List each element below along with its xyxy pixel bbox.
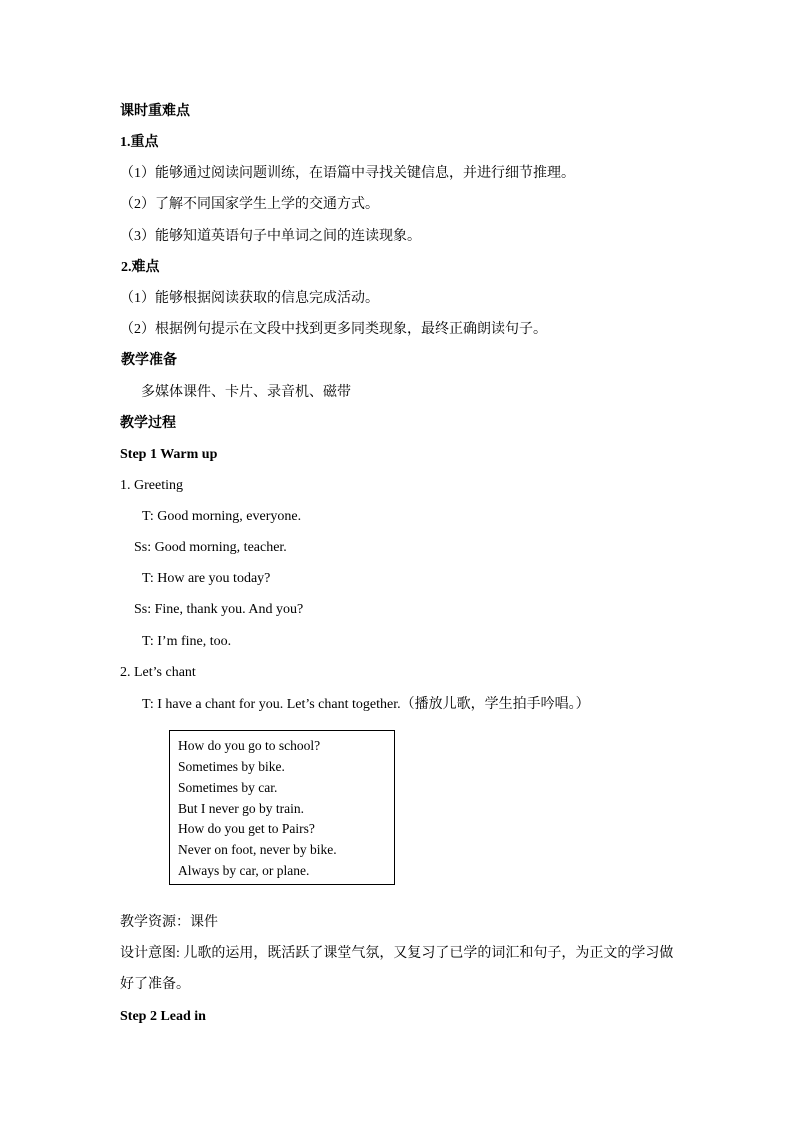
- chant-line: Always by car, or plane.: [178, 863, 310, 878]
- step2-heading: Step 2 Lead in: [120, 1009, 206, 1024]
- preparation-text: 多媒体课件、卡片、录音机、磁带: [141, 385, 351, 400]
- design-intent-line: 设计意图: 儿歌的运用，既活跃了课堂气氛，又复习了已学的词汇和句子，为正文的学习做: [120, 946, 674, 961]
- step1-heading: Step 1 Warm up: [120, 447, 218, 462]
- difficult-points-heading: 2.难点: [121, 260, 160, 275]
- chant-line: Sometimes by bike.: [178, 759, 285, 774]
- dialogue-line: T: Good morning, everyone.: [142, 509, 302, 524]
- difficult-point-item: （1）能够根据阅读获取的信息完成活动。: [120, 291, 379, 306]
- chant-line: How do you get to Pairs?: [178, 821, 315, 836]
- resource-text: 教学资源：课件: [120, 915, 218, 930]
- key-point-item: （2）了解不同国家学生上学的交通方式。: [120, 197, 379, 212]
- process-heading: 教学过程: [120, 416, 176, 431]
- key-point-item: （1）能够通过阅读问题训练，在语篇中寻找关键信息，并进行细节推理。: [120, 166, 575, 181]
- chant-line: Sometimes by car.: [178, 780, 278, 795]
- chant-box: [169, 730, 395, 885]
- chant-intro: T: I have a chant for you. Let’s chant together.（播放儿歌，学生拍手吟唱。）: [142, 697, 590, 712]
- dialogue-line: Ss: Good morning, teacher.: [134, 540, 287, 555]
- dialogue-line: T: How are you today?: [142, 571, 271, 586]
- design-intent-line: 好了准备。: [120, 977, 190, 992]
- chant-title: 2. Let’s chant: [120, 665, 196, 680]
- chant-line: But I never go by train.: [178, 801, 304, 816]
- dialogue-line: Ss: Fine, thank you. And you?: [134, 602, 304, 617]
- chant-line: How do you go to school?: [178, 738, 321, 753]
- dialogue-line: T: I’m fine, too.: [142, 634, 232, 649]
- key-points-heading: 1.重点: [120, 135, 159, 150]
- section-heading-key-difficult: 课时重难点: [120, 104, 190, 119]
- preparation-heading: 教学准备: [121, 353, 177, 368]
- key-point-item: （3）能够知道英语句子中单词之间的连读现象。: [120, 229, 421, 244]
- difficult-point-item: （2）根据例句提示在文段中找到更多同类现象，最终正确朗读句子。: [120, 322, 547, 337]
- greeting-title: 1. Greeting: [120, 478, 183, 493]
- chant-line: Never on foot, never by bike.: [178, 842, 337, 857]
